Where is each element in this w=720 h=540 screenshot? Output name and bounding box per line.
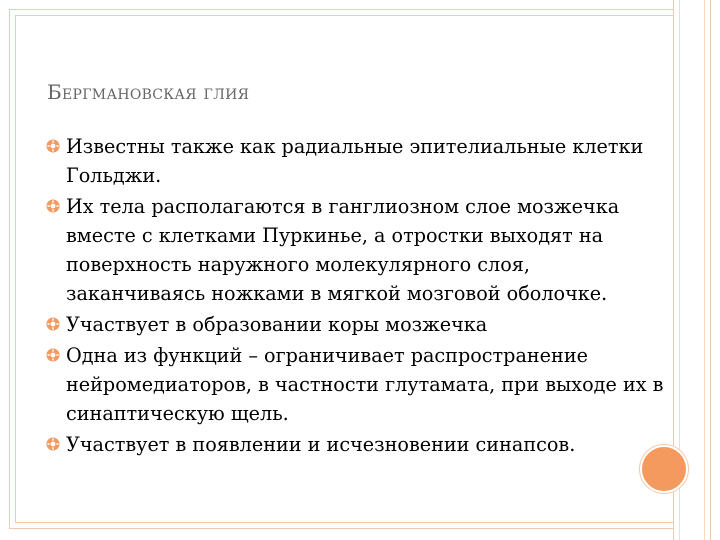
bullet-list [46,132,666,461]
decorative-circle [640,445,688,493]
gear-icon [46,139,60,153]
bullet-item [46,132,666,190]
bullet-item [46,430,666,459]
bullet-text: Одна из функций – ограничивает распространение нейромедиаторов, в частности глутамата, при выходе их в синаптическую щель. [66,344,664,425]
bullet-item [46,341,666,428]
gear-icon [46,317,60,331]
slide-title: Бергмановская глия [47,80,250,104]
bullet-text: Участвует в образовании коры мозжечка [66,313,488,336]
bullet-item [46,310,666,339]
gear-icon [46,437,60,451]
bullet-text: Участвует в появлении и исчезновении синапсов. [66,433,576,456]
bullet-text: Известны также как радиальные эпителиальные клетки Гольджи. [66,135,644,187]
bullet-item [46,192,666,308]
bullet-text: Их тела располагаются в ганглиозном слое мозжечка вместе с клетками Пуркинье, а отростки выходят на поверхность наружного молекулярного слоя, заканчиваясь ножками в мягкой мозговой оболочке. [66,195,620,305]
gear-icon [46,199,60,213]
gear-icon [46,348,60,362]
